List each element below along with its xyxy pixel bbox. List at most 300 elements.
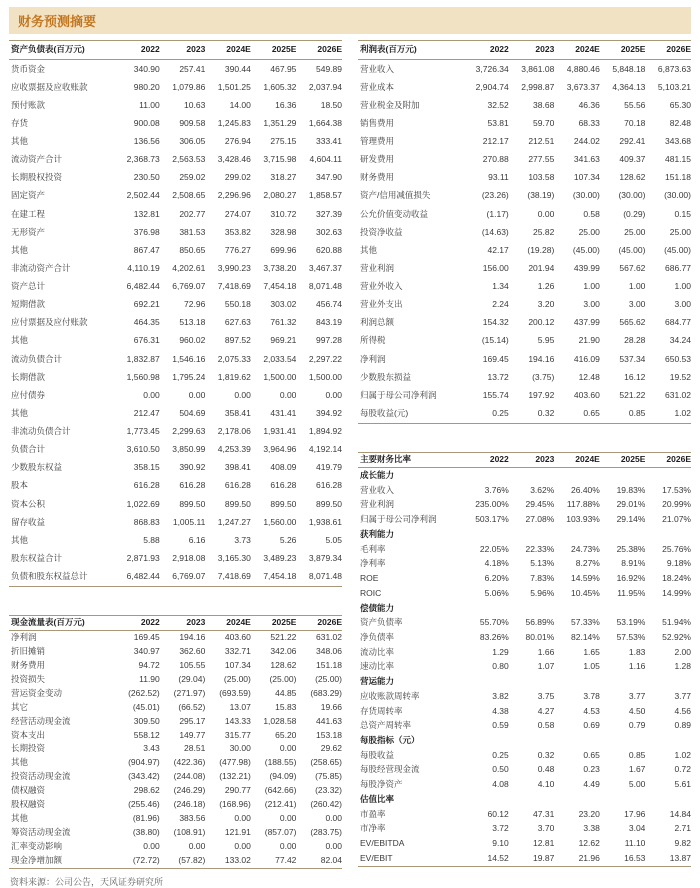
cell-value: 2,037.94 xyxy=(308,81,342,92)
cell-value: 14.84 xyxy=(669,808,691,819)
table-row xyxy=(358,807,691,822)
cell-value: 275.15 xyxy=(270,136,297,147)
cell-value: 3,964.96 xyxy=(263,444,297,455)
cell-value xyxy=(645,792,691,807)
cell-value: 6,482.44 xyxy=(126,281,160,292)
row-label: 长期投资 xyxy=(11,743,46,754)
cell-value: 1,247.27 xyxy=(217,516,251,527)
cell-value: 310.72 xyxy=(270,208,297,219)
cell-value: 969.21 xyxy=(270,335,297,346)
cell-value: 169.45 xyxy=(133,631,160,642)
cell-value: 1.83 xyxy=(628,646,646,657)
cell-value: 868.83 xyxy=(133,516,160,527)
cell-value: 403.60 xyxy=(224,631,251,642)
column-header: 2024E xyxy=(226,44,251,55)
cell-value: 843.19 xyxy=(316,317,342,328)
cell-value: 0.15 xyxy=(674,208,691,219)
cell-value: 315.77 xyxy=(224,729,251,740)
cell-value: 5.00 xyxy=(628,779,646,790)
cell-value xyxy=(645,601,691,616)
left-column xyxy=(9,40,342,869)
cell-value xyxy=(645,674,691,689)
cell-value: 5,848.18 xyxy=(612,63,646,74)
table-row xyxy=(9,742,342,756)
row-label: 资产负债率 xyxy=(360,617,403,628)
balance-sheet-table xyxy=(9,40,342,587)
cell-value: 5.88 xyxy=(143,534,160,545)
row-label: 流动负债合计 xyxy=(11,353,63,364)
cell-value: 1.02 xyxy=(674,407,691,418)
cell-value: 0.72 xyxy=(674,764,691,775)
cell-value: 8,071.48 xyxy=(308,281,342,292)
cell-value: 0.48 xyxy=(537,764,555,775)
row-label: 营运资金变动 xyxy=(11,687,63,698)
table-row xyxy=(358,368,691,386)
column-header: 2025E xyxy=(271,44,297,55)
cell-value: 3,990.23 xyxy=(217,262,251,273)
cell-value: 16.12 xyxy=(624,371,646,382)
cell-value: 46.36 xyxy=(578,99,600,110)
cell-value: 194.16 xyxy=(179,631,206,642)
cell-value: 299.02 xyxy=(224,172,251,183)
cell-value: 416.09 xyxy=(573,353,600,364)
cell-value: 16.36 xyxy=(275,99,297,110)
row-label: 净利润 xyxy=(360,353,386,364)
cell-value: 17.53% xyxy=(662,484,691,495)
cell-value: 521.22 xyxy=(270,631,297,642)
cell-value: 616.28 xyxy=(270,480,297,491)
table-row xyxy=(9,78,342,96)
cell-value: 897.52 xyxy=(224,335,251,346)
table-row xyxy=(9,60,342,79)
cell-value: 332.71 xyxy=(224,645,251,656)
cell-value: 699.96 xyxy=(270,244,297,255)
row-label: 少数股东权益 xyxy=(11,462,63,473)
cell-value: 409.37 xyxy=(619,154,646,165)
table-row xyxy=(358,763,691,778)
column-header: 2023 xyxy=(535,44,555,55)
cell-value: 5,103.21 xyxy=(657,81,691,92)
cell-value xyxy=(645,733,691,748)
cell-value: 419.79 xyxy=(316,462,342,473)
cell-value: 21.90 xyxy=(578,335,600,346)
cell-value: 72.96 xyxy=(184,299,206,310)
cell-value: 2,871.93 xyxy=(126,552,160,563)
table-row xyxy=(9,728,342,742)
cell-value: 1.02 xyxy=(674,749,691,760)
table-row xyxy=(358,96,691,114)
cell-value xyxy=(463,527,509,542)
cell-value: (422.36) xyxy=(173,757,206,768)
cell-value: 274.07 xyxy=(224,208,251,219)
cell-value: 549.89 xyxy=(316,63,342,74)
cell-value: 1.29 xyxy=(492,646,509,657)
row-label: 债权融资 xyxy=(11,785,46,796)
cell-value: 537.34 xyxy=(619,353,646,364)
row-label: 每股收益(元) xyxy=(360,407,409,418)
cell-value: 298.62 xyxy=(133,785,160,796)
page-title-bar xyxy=(9,7,691,34)
cell-value: 616.28 xyxy=(179,480,206,491)
cell-value: 7,454.18 xyxy=(263,571,297,582)
cell-value: (45.00) xyxy=(618,244,646,255)
cell-value: 290.77 xyxy=(224,785,251,796)
row-label: 存货周转率 xyxy=(360,705,403,716)
cell-value xyxy=(645,527,691,542)
table-row xyxy=(9,840,342,854)
row-label: 成长能力 xyxy=(360,470,395,481)
cell-value: 900.08 xyxy=(133,117,160,128)
cell-value: 1,795.24 xyxy=(172,371,206,382)
cell-value xyxy=(463,674,509,689)
row-label: 应收账款周转率 xyxy=(360,690,420,701)
cell-value: 29.01% xyxy=(616,499,646,510)
column-header: 2022 xyxy=(489,454,509,465)
cell-value: 3.73 xyxy=(234,534,251,545)
cell-value: 1,501.25 xyxy=(217,81,251,92)
table-row xyxy=(9,441,342,459)
cell-value: 14.59% xyxy=(571,573,600,584)
row-label: 非流动负债合计 xyxy=(11,426,71,437)
cell-value: 0.25 xyxy=(492,749,509,760)
cell-value: 0.85 xyxy=(628,749,646,760)
row-label: 其他 xyxy=(11,244,29,255)
row-label: 营业收入 xyxy=(360,63,395,74)
row-label: 流动资产合计 xyxy=(11,154,63,165)
cell-value: (108.91) xyxy=(173,827,206,838)
cell-value: (1.17) xyxy=(486,208,509,219)
cell-value: 4.18% xyxy=(484,558,509,569)
cell-value: 21.96 xyxy=(578,852,600,863)
cell-value: 12.81 xyxy=(533,838,555,848)
table-row xyxy=(9,133,342,151)
cell-value: 3.82 xyxy=(492,690,509,701)
cell-value: 5.61 xyxy=(674,779,691,790)
table-row xyxy=(358,314,691,332)
table-row xyxy=(358,350,691,368)
cell-value: 328.98 xyxy=(270,226,297,237)
cell-value: 212.17 xyxy=(482,136,509,147)
cell-value xyxy=(554,527,600,542)
cell-value: 10.63 xyxy=(184,99,206,110)
cell-value: 481.15 xyxy=(665,154,691,165)
cell-value: 8.91% xyxy=(621,558,646,569)
cell-value: 3,726.34 xyxy=(475,63,509,74)
table-row xyxy=(9,659,342,673)
cell-value: 960.02 xyxy=(179,335,206,346)
cell-value: (3.75) xyxy=(532,371,555,382)
table-row xyxy=(9,550,342,568)
cell-value: 302.63 xyxy=(316,226,342,237)
cell-value: 230.50 xyxy=(133,172,160,183)
cell-value: 11.10 xyxy=(624,838,646,848)
section-row xyxy=(358,733,691,748)
row-label: 归属于母公司净利润 xyxy=(360,514,437,525)
cell-value: (38.19) xyxy=(527,190,555,201)
cell-value: 340.97 xyxy=(133,645,160,656)
table-row xyxy=(9,756,342,770)
cell-value: 558.12 xyxy=(133,729,160,740)
table-row xyxy=(9,673,342,687)
cell-value: 398.41 xyxy=(224,462,251,473)
row-label: 负债合计 xyxy=(11,444,46,455)
table-row xyxy=(9,645,342,659)
cell-value: (271.97) xyxy=(173,687,206,698)
row-label: 预付账款 xyxy=(11,99,46,110)
cell-value: 22.33% xyxy=(525,543,555,554)
cell-value: 1,079.86 xyxy=(172,81,206,92)
table-row xyxy=(358,836,691,851)
row-label: 汇率变动影响 xyxy=(11,841,63,852)
cell-value: 9.82 xyxy=(674,838,691,848)
cell-value: 1,938.61 xyxy=(308,516,342,527)
table-header-row xyxy=(358,41,691,60)
cell-value: (30.00) xyxy=(572,190,600,201)
cell-value: 83.26% xyxy=(479,631,509,642)
cell-value: 3,610.50 xyxy=(126,444,160,455)
row-label: 应付票据及应付账款 xyxy=(11,317,88,328)
cell-value: 3,738.20 xyxy=(263,262,297,273)
cell-value: (38.80) xyxy=(132,827,160,838)
cell-value: 155.74 xyxy=(482,389,509,400)
cell-value: 14.99% xyxy=(662,587,691,598)
cell-value: 0.00 xyxy=(279,743,297,754)
cell-value: 2,299.63 xyxy=(172,426,206,437)
table-row xyxy=(9,115,342,133)
cell-value: 4,110.19 xyxy=(127,262,160,273)
cell-value: 103.58 xyxy=(528,172,555,183)
cell-value: 327.39 xyxy=(316,208,342,219)
cell-value: 1.00 xyxy=(583,281,600,292)
cell-value xyxy=(600,601,646,616)
cell-value: 295.17 xyxy=(179,715,206,726)
row-label: EV/EBIT xyxy=(360,852,393,863)
cell-value: 5.96% xyxy=(530,587,555,598)
table-title: 资产负债表(百万元) xyxy=(11,44,85,55)
cell-value: 2,368.73 xyxy=(126,154,160,165)
cell-value: 567.62 xyxy=(619,262,646,273)
cell-value: (0.29) xyxy=(623,208,646,219)
cell-value: 65.30 xyxy=(669,99,691,110)
cell-value: 52.92% xyxy=(662,631,691,642)
row-label: 净利润 xyxy=(11,631,37,642)
cell-value: (72.72) xyxy=(132,854,160,865)
cell-value: 2,296.96 xyxy=(217,190,251,201)
cell-value: 565.62 xyxy=(619,317,646,328)
cell-value: 4,253.39 xyxy=(217,444,251,455)
row-label: 流动比率 xyxy=(360,646,395,657)
cell-value xyxy=(463,468,509,483)
cell-value: 202.77 xyxy=(179,208,206,219)
cell-value: 342.06 xyxy=(270,645,297,656)
cell-value: 25.00 xyxy=(624,226,646,237)
row-label: 资本公积 xyxy=(11,498,46,509)
column-header: 2023 xyxy=(186,617,206,628)
table-row xyxy=(9,96,342,114)
column-header: 2022 xyxy=(140,44,160,55)
table-row xyxy=(358,557,691,572)
cell-value: 899.50 xyxy=(179,498,206,509)
cell-value xyxy=(600,733,646,748)
cell-value: 24.73% xyxy=(571,543,600,554)
cell-value: 3.72 xyxy=(492,823,509,834)
cell-value: 2.24 xyxy=(492,299,509,310)
column-header: 2025E xyxy=(620,454,646,465)
cell-value xyxy=(554,733,600,748)
cell-value: 362.60 xyxy=(179,645,206,656)
cell-value xyxy=(509,792,555,807)
cell-value: 1,773.45 xyxy=(126,426,160,437)
cell-value: 1.66 xyxy=(537,646,555,657)
cell-value: 0.59 xyxy=(492,720,509,731)
cell-value: 358.15 xyxy=(133,462,160,473)
cell-value: (904.97) xyxy=(128,757,160,768)
cell-value: 303.02 xyxy=(270,299,297,310)
cell-value: 1,028.58 xyxy=(263,715,297,726)
cell-value: 6.20% xyxy=(484,573,509,584)
cell-value: 156.00 xyxy=(482,262,509,273)
row-label: 资本支出 xyxy=(11,729,46,740)
cell-value: 11.95% xyxy=(617,587,646,598)
row-label: 资产总计 xyxy=(11,281,46,292)
table-row xyxy=(358,748,691,763)
column-header: 2024E xyxy=(575,44,600,55)
table-row xyxy=(9,854,342,868)
cell-value: (19.28) xyxy=(527,244,555,255)
cell-value: 0.00 xyxy=(325,841,342,852)
cell-value: (14.63) xyxy=(481,226,509,237)
table-row xyxy=(9,770,342,784)
cell-value: 3.20 xyxy=(537,299,555,310)
cell-value: 341.63 xyxy=(573,154,600,165)
table-row xyxy=(9,368,342,386)
cell-value: 7.83% xyxy=(530,573,555,584)
table-row xyxy=(358,386,691,404)
cell-value: 343.68 xyxy=(665,136,691,147)
row-label: 应收票据及应收账款 xyxy=(11,81,88,92)
row-label: 货币资金 xyxy=(11,63,46,74)
section-row xyxy=(358,792,691,807)
table-row xyxy=(9,513,342,531)
cell-value: 80.01% xyxy=(525,631,555,642)
cell-value: 0.00 xyxy=(188,389,206,400)
table-row xyxy=(9,241,342,259)
table-row xyxy=(358,719,691,734)
cell-value: 3.78 xyxy=(583,690,600,701)
cell-value: 200.12 xyxy=(528,317,555,328)
cell-value: 1.00 xyxy=(674,281,691,292)
cell-value: 3,428.46 xyxy=(217,154,251,165)
cell-value: (343.42) xyxy=(128,771,160,782)
table-row xyxy=(358,260,691,278)
cell-value: 4,604.11 xyxy=(309,154,342,165)
cell-value: 6,769.07 xyxy=(172,571,206,582)
cell-value: (258.65) xyxy=(310,757,342,768)
row-label: 资产/信用减值损失 xyxy=(360,190,431,201)
table-row xyxy=(358,483,691,498)
cell-value: 3.00 xyxy=(674,299,691,310)
cell-value: 2,998.87 xyxy=(521,81,555,92)
cell-value: 0.32 xyxy=(537,749,555,760)
table-row xyxy=(358,542,691,557)
cell-value: 6,769.07 xyxy=(172,281,206,292)
cell-value: 2,918.08 xyxy=(172,552,206,563)
row-label: 营业利润 xyxy=(360,499,395,510)
right-column xyxy=(358,40,691,867)
cell-value: 2,080.27 xyxy=(263,190,297,201)
cell-value: 19.87 xyxy=(533,852,555,863)
cell-value: (642.66) xyxy=(264,785,297,796)
cell-value: 0.69 xyxy=(583,720,600,731)
cell-value: 4.08 xyxy=(492,779,509,790)
table-header-row xyxy=(9,41,342,60)
row-label: ROE xyxy=(360,573,379,584)
table-row xyxy=(358,296,691,314)
cash-flow-table xyxy=(9,615,342,869)
row-label: 管理费用 xyxy=(360,136,395,147)
cell-value: 25.00 xyxy=(578,226,600,237)
cell-value: (168.96) xyxy=(219,799,251,810)
cell-value: 29.14% xyxy=(616,514,646,525)
column-header: 2024E xyxy=(575,454,600,465)
cell-value: 867.47 xyxy=(133,244,160,255)
table-row xyxy=(358,78,691,96)
cell-value: 0.65 xyxy=(583,407,600,418)
cell-value: 169.45 xyxy=(482,353,509,364)
cell-value: 0.00 xyxy=(537,208,555,219)
cell-value xyxy=(554,601,600,616)
cell-value: 14.00 xyxy=(229,99,251,110)
table-row xyxy=(358,332,691,350)
cell-value: 761.32 xyxy=(270,317,297,328)
cell-value: 103.93% xyxy=(566,514,600,525)
cell-value: 77.42 xyxy=(275,854,297,865)
cell-value: 439.99 xyxy=(573,262,600,273)
cell-value: 899.50 xyxy=(270,498,297,509)
cell-value: 6.16 xyxy=(188,534,206,545)
cell-value: 28.28 xyxy=(624,335,646,346)
cell-value: 276.94 xyxy=(224,136,251,147)
cell-value: (188.55) xyxy=(264,757,297,768)
cell-value: 318.27 xyxy=(270,172,297,183)
cell-value: 0.00 xyxy=(188,841,206,852)
cell-value: 133.02 xyxy=(224,854,251,865)
column-header: 2026E xyxy=(317,617,342,628)
cell-value: (693.59) xyxy=(219,687,251,698)
cell-value: (255.46) xyxy=(128,799,160,810)
section-row xyxy=(358,527,691,542)
cell-value: 57.33% xyxy=(571,617,600,628)
cell-value: 117.88% xyxy=(566,499,600,510)
column-header: 2026E xyxy=(666,454,691,465)
cell-value: 456.74 xyxy=(316,299,342,310)
cell-value: 6,482.44 xyxy=(126,571,160,582)
table-row xyxy=(9,187,342,205)
row-label: 非流动资产合计 xyxy=(11,262,71,273)
table-row xyxy=(358,205,691,223)
cell-value: 0.58 xyxy=(537,720,555,731)
source-note: 资料来源：公司公告，天风证券研究所 xyxy=(10,876,164,887)
cell-value: 631.02 xyxy=(316,631,342,642)
cell-value: 620.88 xyxy=(316,244,342,255)
cell-value: 850.65 xyxy=(179,244,206,255)
cell-value: (477.98) xyxy=(219,757,251,768)
cell-value: (260.42) xyxy=(310,799,342,810)
cell-value: 1,351.29 xyxy=(263,117,297,128)
cell-value: 1,500.00 xyxy=(308,371,342,382)
cell-value: 2.00 xyxy=(674,646,691,657)
cell-value: 0.32 xyxy=(537,407,555,418)
